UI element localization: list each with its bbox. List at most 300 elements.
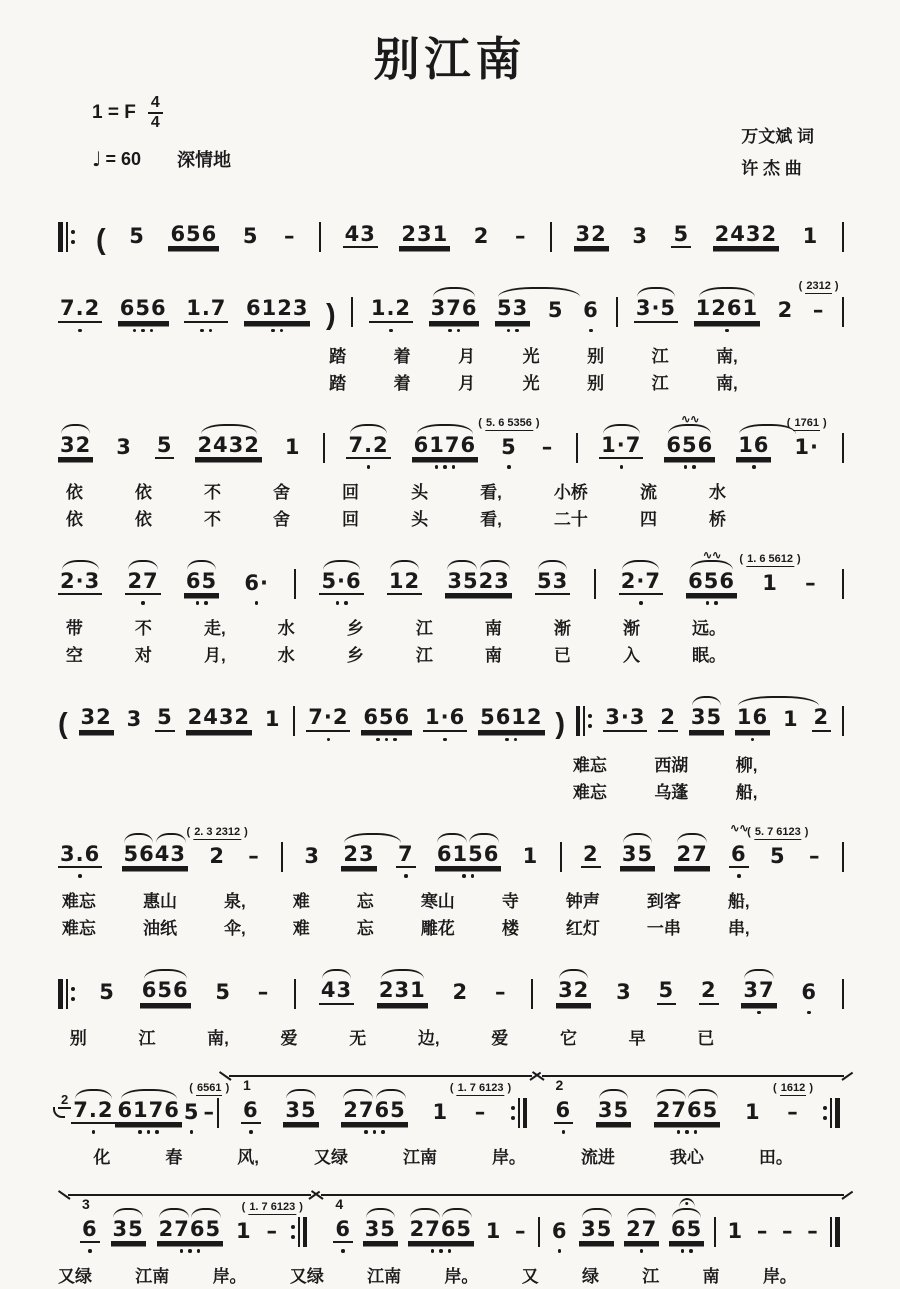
- note-token: [694, 275, 760, 342]
- slur-arc: [376, 1089, 406, 1099]
- barline-thin: [560, 842, 562, 872]
- note-token: [739, 550, 801, 615]
- volta-number: 4: [335, 1195, 344, 1212]
- octave-dot: [188, 1249, 192, 1253]
- octave-dots: [92, 1124, 96, 1143]
- octave-dot: [404, 874, 408, 878]
- note-digits: 231: [377, 979, 428, 1005]
- lyric-syllable: 无: [349, 1028, 367, 1048]
- note-annotations: [801, 203, 821, 225]
- note-annotations: [451, 959, 471, 981]
- octave-dots: [807, 1005, 811, 1024]
- note-digits: 1·: [794, 434, 819, 459]
- octave-dot: [133, 329, 137, 333]
- slur-arc: [201, 424, 257, 434]
- octave-dots: [367, 459, 371, 478]
- note-annotations: [729, 821, 749, 843]
- note-digits: 656: [140, 979, 191, 1005]
- octave-dots: [684, 459, 696, 478]
- octave-dot: [88, 1249, 92, 1253]
- octave-dot: [367, 465, 371, 469]
- lyric-syllable: 水: [277, 646, 295, 666]
- note-digits: 7.2: [58, 297, 102, 323]
- note-token: [387, 548, 422, 615]
- note-annotations: [472, 203, 492, 225]
- note-annotations: [341, 1077, 407, 1099]
- note-annotations: [805, 1198, 821, 1220]
- slur-arc: [390, 560, 420, 570]
- barline: [351, 297, 353, 327]
- note-annotations: [781, 686, 801, 708]
- slur-arc: [75, 1089, 112, 1099]
- octave-dots: [640, 1243, 644, 1262]
- barline: [576, 433, 578, 463]
- slur-arc: [627, 1208, 657, 1218]
- note-token: [445, 548, 511, 615]
- slur-arc: [417, 424, 473, 434]
- note-token: [535, 548, 570, 615]
- octave-dot: [389, 329, 393, 333]
- lyric-syllable: 远。: [692, 619, 727, 639]
- octave-dot: [376, 738, 380, 742]
- lyric-syllable: 月,: [203, 646, 226, 666]
- note-token: [71, 1077, 115, 1144]
- note-annotations: [624, 1196, 659, 1218]
- note-digits: –: [474, 1099, 487, 1124]
- note-annotations: [241, 1077, 261, 1099]
- octave-dots: [558, 1243, 562, 1262]
- lyric-syllable: 舍: [273, 483, 290, 503]
- mordent-icon: ∿∿: [702, 547, 721, 562]
- music-line: [58, 821, 844, 888]
- octave-dot: [448, 329, 452, 333]
- note-digits: 32: [79, 706, 114, 732]
- note-annotations: [581, 821, 601, 843]
- note-annotations: [664, 412, 715, 434]
- note-digits: 231: [399, 223, 450, 249]
- note-digits: –: [787, 1099, 799, 1124]
- octave-dots: [589, 323, 593, 342]
- music-line: [58, 275, 844, 342]
- note-token: [674, 821, 709, 888]
- octave-dots: [376, 732, 397, 751]
- octave-dot: [692, 465, 696, 469]
- octave-dot: [141, 601, 145, 605]
- note-token: [743, 1079, 763, 1144]
- slur-arc: [381, 969, 424, 979]
- note-token: [513, 203, 529, 268]
- repeat-dot: [291, 1225, 295, 1229]
- repeat-dot: [71, 997, 75, 1001]
- grace-paren: (: [478, 416, 485, 429]
- key-text: 1 = F: [92, 102, 136, 124]
- note-token: [596, 1077, 631, 1144]
- note-token: [399, 201, 450, 268]
- barline: [842, 706, 844, 736]
- note-digits: 43: [343, 223, 378, 249]
- note-annotations: [620, 821, 655, 843]
- note-annotations: [346, 412, 390, 434]
- lyric-syllable: 到客: [646, 892, 681, 912]
- slur-arc: [738, 696, 820, 706]
- note-token: [801, 203, 821, 268]
- note-token: [408, 1196, 474, 1263]
- barline: [842, 979, 844, 1009]
- note-token: [699, 957, 719, 1024]
- lyric-syllable: 渐: [553, 619, 571, 639]
- lyric-syllable: 边,: [417, 1028, 440, 1048]
- note-token: [435, 821, 501, 888]
- barline: [550, 222, 552, 252]
- note-token: [776, 277, 796, 342]
- repeat-dot: [71, 230, 75, 234]
- note-token: [186, 823, 248, 888]
- note-token: [58, 821, 102, 888]
- lyric-syllable: 又: [521, 1267, 539, 1287]
- note-token: [111, 1196, 146, 1263]
- octave-dot: [562, 1130, 566, 1134]
- note-token: [812, 684, 832, 751]
- lyric-syllable: 串,: [727, 919, 750, 939]
- note-digits: 1: [783, 707, 799, 732]
- note-digits: 5643: [122, 843, 188, 869]
- barline: [842, 297, 844, 327]
- note-token: [242, 550, 271, 615]
- barline-thick: [58, 222, 63, 252]
- note-token: [125, 548, 160, 615]
- note-digits: 5: [99, 980, 115, 1005]
- note-annotations: [521, 823, 541, 845]
- barline-thin: [842, 569, 844, 599]
- note-annotations: [363, 1196, 398, 1218]
- barline: [531, 979, 533, 1009]
- fermata-icon: [679, 1198, 695, 1208]
- note-digits: –: [515, 1218, 527, 1243]
- note-token: [741, 957, 776, 1024]
- lyric-syllable: 乡: [346, 646, 364, 666]
- note-annotations: [244, 275, 310, 297]
- grace-paren: ): [831, 280, 839, 293]
- note-digits: 1: [727, 1218, 744, 1243]
- note-digits: 656: [664, 434, 715, 460]
- octave-dot: [737, 874, 741, 878]
- tempo-marking: [92, 146, 830, 172]
- grace-paren: (: [798, 280, 806, 293]
- lyric-syllable: 江南: [135, 1267, 170, 1287]
- lyric-syllable: 船,: [735, 782, 758, 802]
- note-token: [521, 823, 541, 888]
- slur-arc: [350, 424, 387, 434]
- note-annotations: [713, 201, 779, 223]
- note-digits: 1: [284, 434, 301, 459]
- note-annotations: [369, 275, 413, 297]
- lyric-syllable: 又绿: [289, 1267, 324, 1287]
- octave-dots: [271, 323, 283, 342]
- grace-digits: 2312: [806, 280, 831, 293]
- note-annotations: [71, 1077, 115, 1099]
- lyric-syllable: 它: [559, 1028, 577, 1048]
- note-annotations: [399, 201, 450, 223]
- note-digits: 656: [168, 223, 219, 249]
- lyric-syllable: 春: [165, 1148, 183, 1168]
- volta-bracket: [321, 1194, 844, 1263]
- grace-paren: ): [241, 825, 248, 838]
- octave-dots: [138, 1124, 159, 1143]
- lyric-syllable: 惠山: [142, 892, 177, 912]
- music-line: [58, 1194, 844, 1263]
- lyric-syllable: 南,: [716, 346, 738, 366]
- octave-dots: [725, 323, 729, 342]
- octave-dots: [364, 1124, 385, 1143]
- note-annotations: [726, 1198, 746, 1220]
- barline-thin: [319, 222, 321, 252]
- note-digits: 43: [319, 979, 354, 1005]
- slur-arc: [159, 1208, 189, 1218]
- note-digits: 2765: [341, 1099, 407, 1125]
- note-annotations: [118, 275, 169, 297]
- note-annotations: [246, 823, 262, 845]
- note-annotations: [241, 203, 261, 225]
- note-token: [283, 414, 303, 479]
- slur-arc: [128, 560, 158, 570]
- lyric-syllable: 小桥: [553, 483, 588, 503]
- octave-dot: [327, 738, 331, 742]
- note-annotations: [603, 684, 647, 706]
- note-digits: 376: [429, 297, 480, 323]
- barline: [714, 1217, 716, 1247]
- note-token: [246, 823, 262, 888]
- note-token: [140, 957, 191, 1024]
- lyric-syllable: 江: [642, 1267, 660, 1287]
- note-annotations: [377, 957, 428, 979]
- note-token: [484, 1198, 504, 1263]
- note-token: [805, 1198, 821, 1263]
- octave-dot: [249, 1130, 253, 1134]
- note-annotations: [283, 414, 303, 436]
- note-annotations: [213, 959, 233, 981]
- grace-digits: 6561: [197, 1081, 222, 1094]
- note-digits: 35: [111, 1218, 146, 1244]
- barline: [293, 706, 295, 736]
- time-bottom: 4: [150, 114, 160, 132]
- octave-dot: [507, 329, 511, 333]
- lyric-syllable: 钟声: [565, 892, 600, 912]
- note-token: [620, 821, 655, 888]
- lyric-syllable: 江: [651, 346, 669, 366]
- grace-notes: [189, 1083, 229, 1094]
- note-annotations: [195, 412, 261, 434]
- note-digits: 35: [596, 1099, 631, 1125]
- note-digits: 1: [802, 223, 819, 248]
- volta-number: 3: [82, 1195, 90, 1212]
- note-annotations: [423, 684, 467, 706]
- lyricist-credit: 万文斌 词: [741, 126, 814, 146]
- lyric-syllable: 不: [203, 509, 221, 529]
- barline-thin: [66, 222, 68, 252]
- song-title: 别江南: [373, 33, 527, 85]
- lyric-syllable: 踏: [329, 346, 347, 366]
- note-digits: 53: [495, 297, 530, 323]
- note-annotations: [596, 1077, 631, 1099]
- grace-paren: ): [222, 1081, 230, 1094]
- note-annotations: [513, 1198, 529, 1220]
- note-token: [546, 277, 566, 342]
- note-digits: 6123: [244, 297, 310, 323]
- grace-notes: [747, 827, 808, 838]
- note-annotations: [654, 1077, 720, 1099]
- note-annotations: [408, 1196, 474, 1218]
- octave-dot: [381, 1130, 385, 1134]
- note-token: [581, 821, 601, 888]
- grace-digits: 1761: [794, 416, 819, 429]
- note-token: [654, 1077, 720, 1144]
- lyric-syllable: 已: [553, 646, 571, 666]
- note-token: [343, 201, 378, 268]
- time-signature: [148, 95, 163, 133]
- note-annotations: [58, 275, 102, 297]
- lyric-syllable: 岸。: [762, 1267, 797, 1287]
- note-annotations: [803, 550, 819, 572]
- note-annotations: [256, 959, 272, 981]
- slur-arc: [469, 833, 499, 843]
- octave-dots: [751, 732, 755, 751]
- lyric-syllable: 绿: [581, 1267, 599, 1287]
- lyric-syllable: 红灯: [565, 919, 600, 939]
- barline: [323, 433, 325, 463]
- note-digits: 5: [657, 979, 677, 1005]
- octave-dots: [327, 732, 331, 751]
- phrase-paren: (: [58, 707, 68, 740]
- grace-notes: [739, 554, 800, 565]
- note-annotations: [189, 1079, 230, 1101]
- lyrics-line: [573, 755, 758, 778]
- note-digits: 1: [522, 843, 539, 868]
- grace-paren: (: [189, 1081, 197, 1094]
- octave-dot: [439, 1249, 443, 1253]
- repeat-dots: [823, 1106, 827, 1120]
- barline-thin: [842, 706, 844, 736]
- lyric-syllable: 柳,: [735, 755, 758, 775]
- note-token: [430, 1079, 450, 1144]
- note-digits: –: [494, 980, 507, 1005]
- note-token: [726, 1198, 746, 1263]
- lyrics-line: [573, 782, 758, 805]
- note-annotations: [319, 548, 363, 570]
- octave-dot: [515, 329, 519, 333]
- grace-digits: 2. 3 2312: [194, 825, 241, 838]
- octave-dots: [88, 1243, 92, 1262]
- octave-dots: [341, 1243, 345, 1262]
- note-token: [664, 412, 715, 479]
- note-digits: 32: [556, 979, 591, 1005]
- note-token: [118, 275, 169, 342]
- note-digits: –: [805, 570, 817, 595]
- note-digits: 35: [689, 706, 724, 732]
- grace-notes: [799, 281, 839, 292]
- octave-dot: [639, 601, 643, 605]
- note-digits: 1: [264, 707, 281, 732]
- note-digits: 1·6: [423, 706, 467, 732]
- repeat-dot: [71, 240, 75, 244]
- lyric-syllable: 别: [587, 373, 605, 393]
- note-digits: 656: [686, 570, 737, 596]
- octave-dot: [725, 329, 729, 333]
- note-token: [429, 275, 480, 342]
- note-digits: 3523: [445, 570, 511, 596]
- note-annotations: [694, 275, 760, 297]
- lyric-syllable: 爱: [280, 1028, 298, 1048]
- barline: [594, 569, 596, 599]
- repeat-dot: [71, 987, 75, 991]
- grace-paren: (: [449, 1081, 457, 1094]
- note-digits: 2765: [157, 1218, 223, 1244]
- lyric-syllable: 伞,: [223, 919, 246, 939]
- repeat-dot: [588, 714, 592, 718]
- note-token: [244, 275, 310, 342]
- note-annotations: [429, 275, 480, 297]
- music-line: [58, 684, 844, 751]
- note-token: [755, 1198, 771, 1263]
- note-annotations: [186, 823, 248, 845]
- grace-paren: ): [296, 1200, 303, 1213]
- note-token: [186, 684, 252, 751]
- octave-dot: [196, 601, 200, 605]
- note-annotations: [80, 1196, 100, 1218]
- octave-dot: [677, 1130, 681, 1134]
- repeat-dot: [291, 1235, 295, 1239]
- music-line: [58, 201, 844, 268]
- slur-arc: [688, 1089, 718, 1099]
- lyric-syllable: 别: [69, 1028, 87, 1048]
- note-digits: 2: [777, 298, 794, 323]
- lyric-syllable: 油纸: [142, 919, 177, 939]
- note-digits: 2: [581, 843, 601, 869]
- note-annotations: [780, 1198, 796, 1220]
- grace-notes: [773, 1083, 813, 1094]
- octave-dot: [190, 1130, 194, 1134]
- music-line: [58, 548, 844, 615]
- note-digits: 1261: [694, 297, 760, 323]
- slur-arc: [61, 424, 91, 434]
- note-digits: 7.2: [346, 434, 390, 460]
- grace-digits: 5. 7 6123: [754, 825, 801, 838]
- octave-dots: [677, 1124, 698, 1143]
- note-token: [799, 959, 819, 1024]
- octave-dots: [639, 595, 643, 614]
- note-token: [603, 684, 647, 751]
- octave-dot: [684, 465, 688, 469]
- lyric-syllable: 回: [342, 509, 360, 529]
- slur-arc: [442, 1208, 472, 1218]
- octave-dot: [141, 329, 145, 333]
- note-token: [493, 959, 509, 1024]
- score-header: [92, 95, 830, 187]
- note-digits: 27: [125, 570, 160, 596]
- note-token: [125, 686, 145, 751]
- volta-bracket: [542, 1075, 845, 1144]
- lyric-syllable: 别: [587, 346, 605, 366]
- note-annotations: [776, 277, 796, 299]
- slur-arc: [113, 1208, 143, 1218]
- phrase-paren: ): [555, 707, 566, 740]
- barline: [842, 433, 844, 463]
- note-token: [341, 821, 376, 888]
- octave-dot: [209, 329, 213, 333]
- grace-paren: ): [532, 416, 540, 429]
- note-annotations: [387, 548, 422, 570]
- note-annotations: [122, 821, 188, 843]
- octave-dot: [431, 1249, 435, 1253]
